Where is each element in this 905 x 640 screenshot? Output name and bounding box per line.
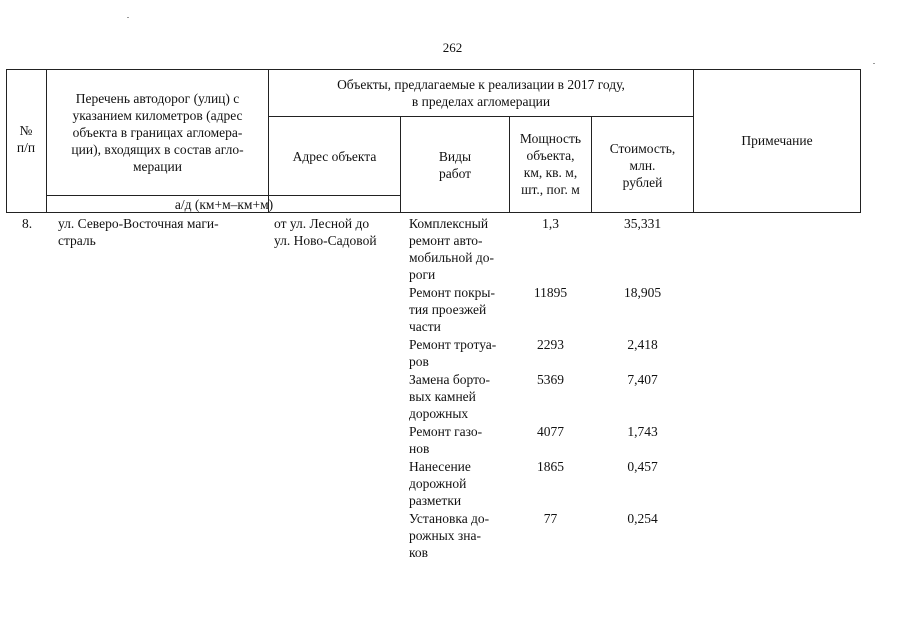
header-works-line: работ xyxy=(438,166,472,181)
page-number: 262 xyxy=(442,40,463,55)
cost-value: 0,457 xyxy=(627,459,658,474)
cost-value: 0,254 xyxy=(627,511,658,526)
work-line: Замена борто- xyxy=(409,372,491,387)
work-line: Ремонт покры- xyxy=(409,285,495,300)
row-num: 8. xyxy=(22,216,33,231)
header-group-title xyxy=(269,76,693,110)
header-works-line: Виды xyxy=(438,149,472,164)
header-roads-line: Перечень автодорог (улиц) с xyxy=(75,91,240,106)
header-cost-line: млн. xyxy=(629,158,656,173)
cost-value: 2,418 xyxy=(627,337,658,352)
work-line: Комплексный xyxy=(409,216,489,231)
cost-value: 18,905 xyxy=(623,285,662,300)
capacity-value: 4077 xyxy=(537,424,564,439)
scan-speck xyxy=(127,17,129,18)
header-cost-line: рублей xyxy=(622,175,663,190)
work-line: нов xyxy=(409,441,430,456)
row-address-line: ул. Ново-Садовой xyxy=(274,233,377,248)
header-roads xyxy=(47,90,268,175)
capacity-value: 11895 xyxy=(533,285,568,300)
header-cost xyxy=(592,140,693,191)
row-address-line: от ул. Лесной до xyxy=(274,216,370,231)
work-line: Ремонт газо- xyxy=(409,424,483,439)
header-capacity xyxy=(510,130,591,198)
work-line: части xyxy=(409,319,441,334)
header-roads-line: мерации xyxy=(133,159,182,174)
header-roads-line: указанием километров (адрес xyxy=(72,108,243,123)
work-line: рожных зна- xyxy=(409,528,481,543)
work-item xyxy=(409,423,509,457)
scan-speck xyxy=(873,63,875,64)
header-cost-line: Стоимость, xyxy=(609,141,676,156)
work-line: дорожной xyxy=(409,476,467,491)
row-road-line: ул. Северо-Восточная маги- xyxy=(58,216,219,231)
group-header-divider xyxy=(268,116,694,117)
header-capacity-line: км, кв. м, xyxy=(523,165,578,180)
capacity-value: 5369 xyxy=(537,372,564,387)
work-line: Установка до- xyxy=(409,511,490,526)
header-group-line: в пределах агломерации xyxy=(411,94,551,109)
capacity-value: 2293 xyxy=(537,337,564,352)
capacity-value: 1865 xyxy=(537,459,564,474)
work-line: тия проезжей xyxy=(409,302,487,317)
row-address xyxy=(274,215,404,249)
capacity-value: 77 xyxy=(543,511,558,526)
work-item xyxy=(409,336,509,370)
work-item xyxy=(409,371,509,422)
header-group-line: Объекты, предлагаемые к реализации в 2017 году, xyxy=(337,77,625,92)
header-roads-line: ции), входящих в состав агло- xyxy=(71,142,244,157)
header-capacity-line: шт., пог. м xyxy=(521,182,580,197)
cost-value: 7,407 xyxy=(627,372,658,387)
work-line: ров xyxy=(409,354,429,369)
work-line: Ремонт тротуа- xyxy=(409,337,497,352)
header-capacity-line: объекта, xyxy=(526,148,575,163)
table-right-border xyxy=(860,69,861,213)
capacity-value: 1,3 xyxy=(542,216,559,231)
work-line: роги xyxy=(409,267,436,282)
cost-value: 1,743 xyxy=(627,424,658,439)
work-item xyxy=(409,215,509,283)
header-roads-line: объекта в границах агломера- xyxy=(72,125,243,140)
work-item xyxy=(409,284,509,335)
work-line: ков xyxy=(409,545,428,560)
row-road xyxy=(58,215,268,249)
header-num-line: п/п xyxy=(16,140,36,155)
header-num xyxy=(6,122,46,156)
work-line: ремонт авто- xyxy=(409,233,483,248)
work-line: дорожных xyxy=(409,406,469,421)
work-item xyxy=(409,458,509,509)
header-works xyxy=(401,148,509,182)
header-num-line: № xyxy=(19,123,33,138)
table-top-border xyxy=(6,69,861,70)
header-roads-sub: а/д (км+м–км+м) xyxy=(174,197,274,212)
work-line: мобильной до- xyxy=(409,250,494,265)
work-line: вых камней xyxy=(409,389,476,404)
work-item xyxy=(409,510,509,561)
header-address: Адрес объекта xyxy=(292,149,377,164)
row-road-line: страль xyxy=(58,233,96,248)
work-line: Нанесение xyxy=(409,459,471,474)
cost-value: 35,331 xyxy=(623,216,662,231)
work-line: разметки xyxy=(409,493,462,508)
header-capacity-line: Мощность xyxy=(519,131,582,146)
header-note: Примечание xyxy=(741,133,813,148)
